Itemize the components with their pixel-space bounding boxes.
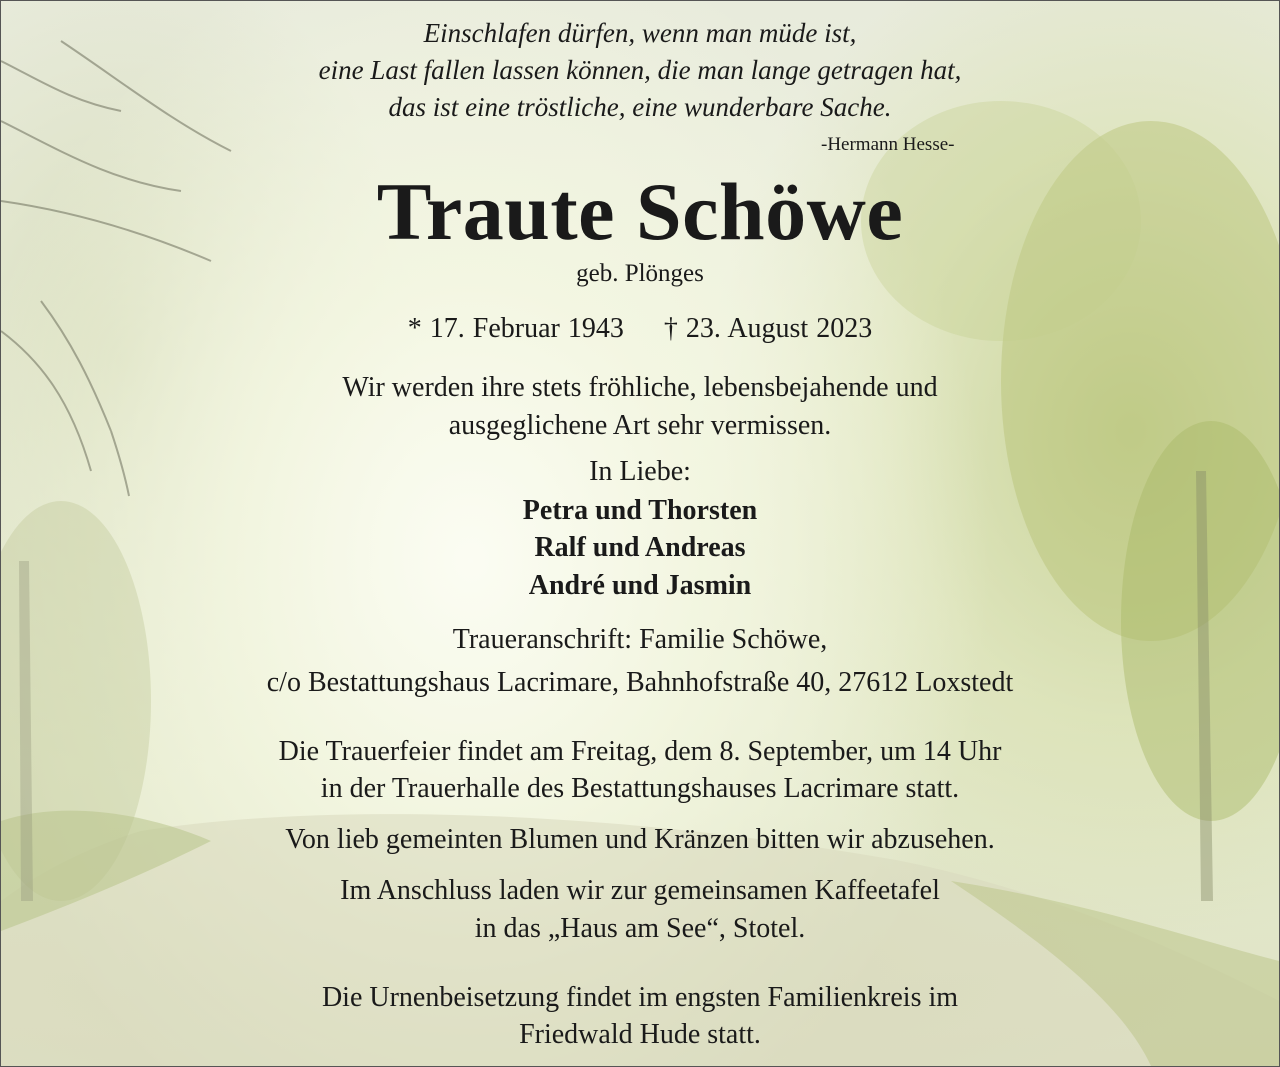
mourner-names-3: André und Jasmin [528,570,752,601]
birth-date: * 17. Februar 1943 [407,313,624,344]
mourner-names-2: Ralf und Andreas [534,532,746,563]
quote-line-3: das ist eine tröstliche, eine wunderbare Sache. [388,92,892,122]
burial-line-1: Die Urnenbeisetzung findet im engsten Familienkreis im [321,982,959,1013]
flowers-note: Von lieb gemeinten Blumen und Kränzen bitten wir abzusehen. [285,824,995,855]
maiden-name: geb. Plönges [576,260,704,287]
mourners-intro: In Liebe: [589,456,691,487]
burial-line-2: Friedwald Hude statt. [519,1019,761,1050]
notice-content [1,1,1279,1066]
life-dates [1,315,1279,343]
coffee-line-1: Im Anschluss laden wir zur gemeinsamen Kaffeetafel [340,875,940,906]
address-line-2: c/o Bestattungshaus Lacrimare, Bahnhofstraße 40, 27612 Loxstedt [266,667,1014,698]
address-line-1: Traueranschrift: Familie Schöwe, [452,624,828,655]
coffee-line-2: in das „Haus am See“, Stotel. [474,913,806,944]
death-date: † 23. August 2023 [663,313,873,344]
quote-author: -Hermann Hesse- [821,134,955,155]
service-line-1: Die Trauerfeier findet am Freitag, dem 8. September, um 14 Uhr [278,736,1002,767]
mourner-names-1: Petra und Thorsten [522,495,758,526]
quote-line-1: Einschlafen dürfen, wenn man müde ist, [423,18,857,48]
service-line-2: in der Trauerhalle des Bestattungshauses Lacrimare statt. [320,773,960,804]
tribute-line-2: ausgeglichene Art sehr vermissen. [448,410,832,441]
tribute-line-1: Wir werden ihre stets fröhliche, lebensbejahende und [342,372,938,403]
deceased-name: Traute Schöwe [376,166,904,257]
quote-line-2: eine Last fallen lassen können, die man lange getragen hat, [318,55,962,85]
